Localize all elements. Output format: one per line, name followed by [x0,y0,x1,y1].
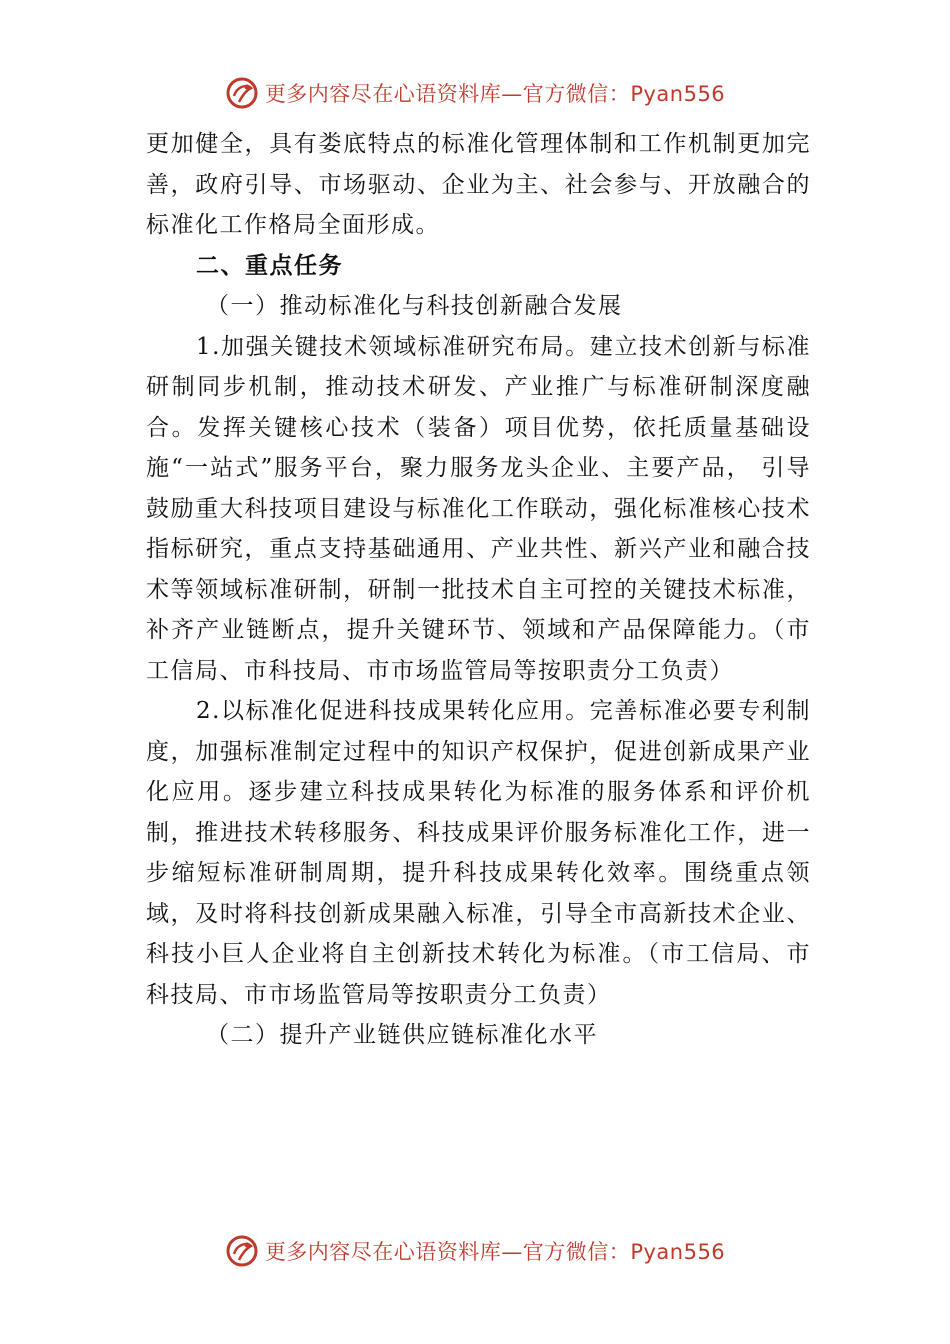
subsection-heading-2: （二）提升产业链供应链标准化水平 [206,1022,598,1048]
watermark-text: 更多内容尽在心语资料库—官方微信： [264,1240,631,1264]
section-heading: 二、重点任务 [196,252,343,279]
footer-watermark [0,1231,950,1271]
header-watermark [0,73,950,113]
paragraph-item-2: 2.以标准化促进科技成果转化应用。完善标准必要专利制度，加强标准制定过程中的知识产权保护，促进创新成果产业化应用。逐步建立科技成果转化为标准的服务体系和评价机制，推进技术转移服务、科技成果评价服务标准化工作，进一步缩短标准研制周期，提升科技成果转化效率。围绕重点领域，及时将科技创新成果融入标准，引导全市高新技术企业、科技小巨人企业将自主创新技术转化为标准。（市工信局、市科技局、市市场监管局等按职责分工负责） [146,698,811,1008]
paragraph-continued: 更加健全，具有娄底特点的标准化管理体制和工作机制更加完善，政府引导、市场驱动、企业为主、社会参与、开放融合的标准化工作格局全面形成。 [146,131,811,238]
watermark-text: 更多内容尽在心语资料库—官方微信： [264,82,631,106]
document-body [146,124,811,1056]
wechat-id: Pyan556 [630,1240,726,1264]
subsection-heading-1: （一）推动标准化与科技创新融合发展 [206,293,623,319]
brand-logo-icon [225,76,259,110]
wechat-id: Pyan556 [630,82,726,106]
brand-logo-icon [225,1234,259,1268]
paragraph-item-1: 1.加强关键技术领域标准研究布局。建立技术创新与标准研制同步机制，推动技术研发、产业推广与标准研制深度融合。发挥关键核心技术（装备）项目优势，依托质量基础设施“一站式”服务平台，聚力服务龙头企业、主要产品， 引导鼓励重大科技项目建设与标准化工作联动，强化标准核心技术指标研究，重点支持基础通用、产业共性、新兴产业和融合技术等领域标准研制，研制一批技术自主可控的关键技术标准，补齐产业链断点，提升关键环节、领域和产品保障能力。（市工信局、市科技局、市市场监管局等按职责分工负责） [146,333,811,684]
